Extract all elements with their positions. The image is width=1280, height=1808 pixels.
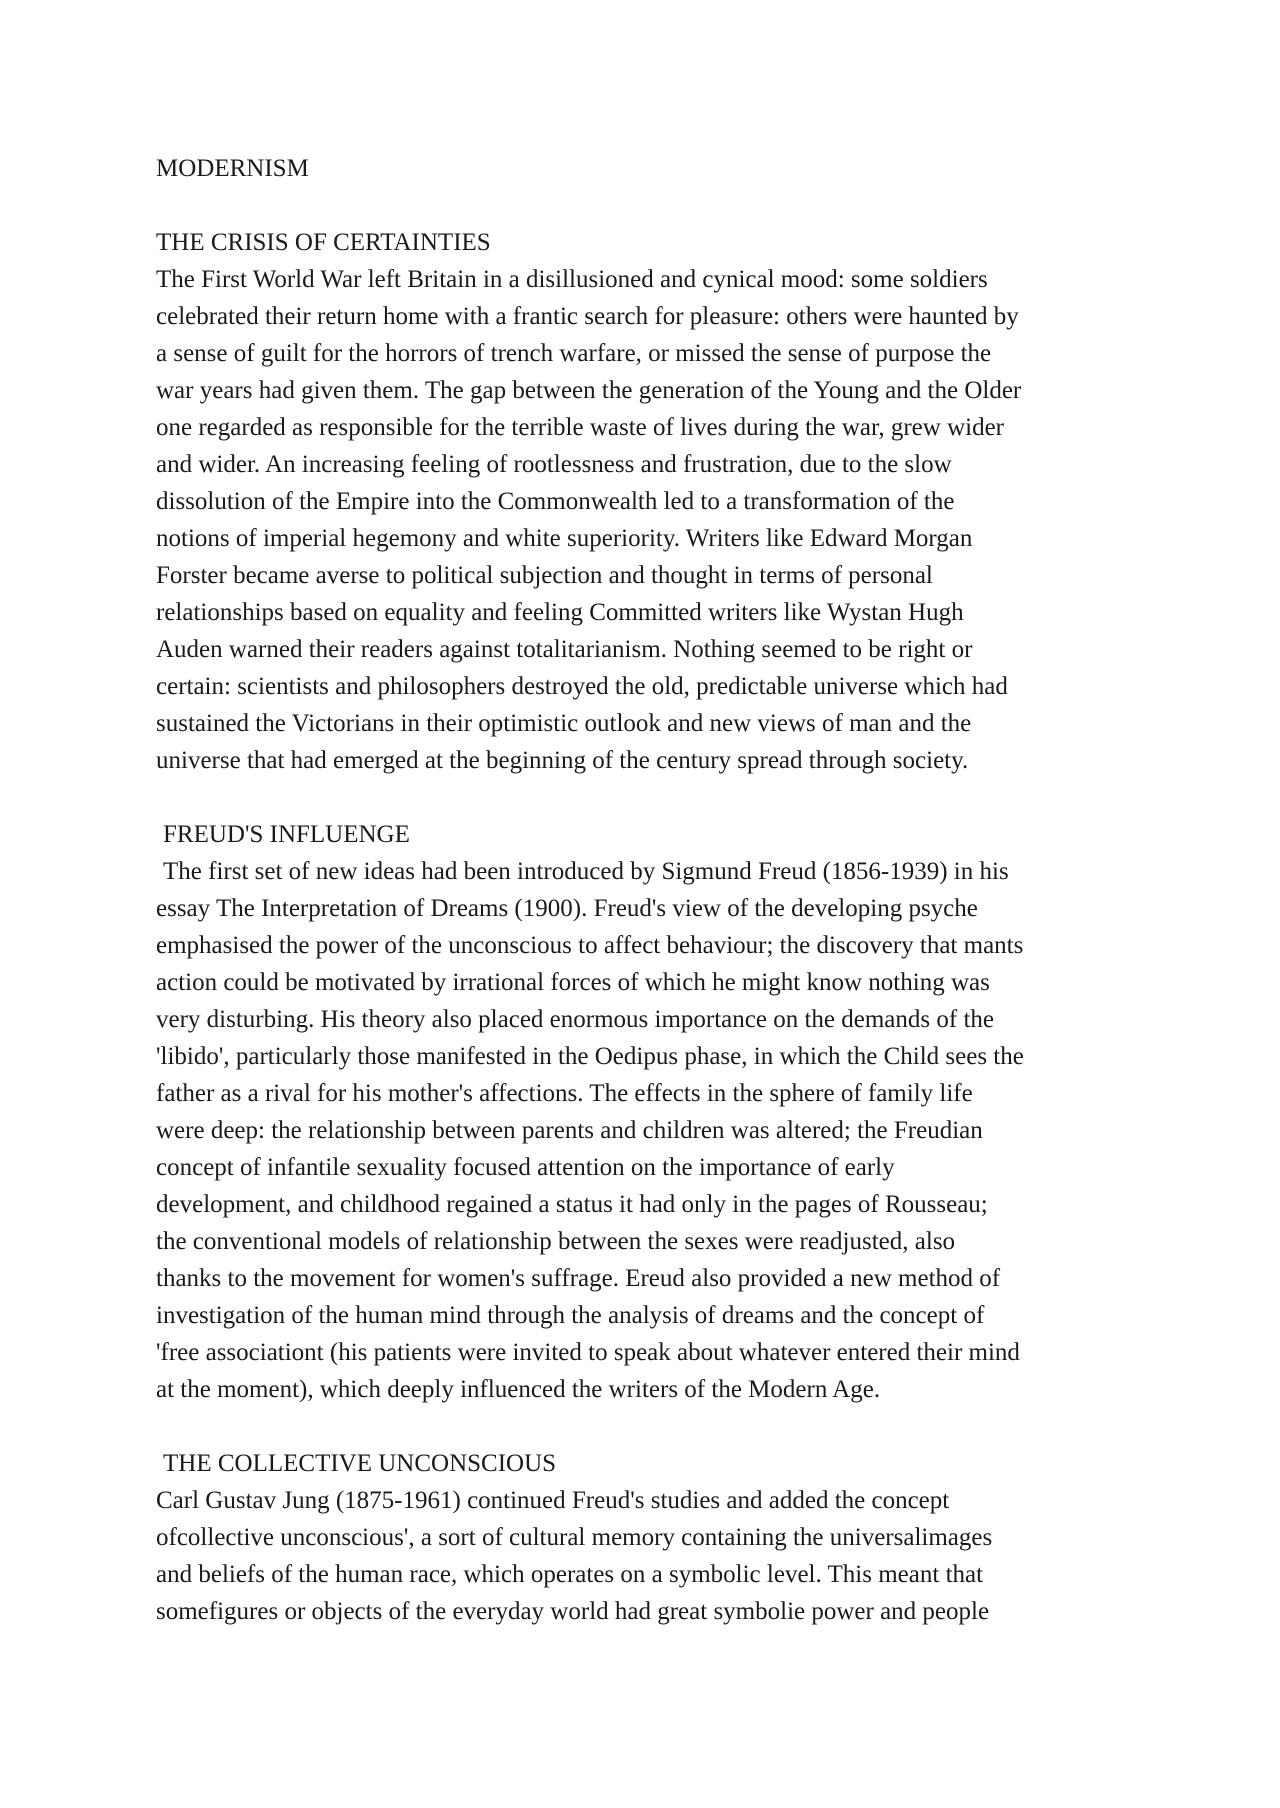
section-freuds-influence [156,816,1156,1408]
section-heading: THE COLLECTIVE UNCONSCIOUS [163,1450,557,1477]
paragraph-line: Auden warned their readers against totalitarianism. Nothing seemed to be right or [156,636,973,663]
spacer [156,187,1156,224]
paragraph-line: war years had given them. The gap between the generation of the Young and the Older [156,377,1022,404]
document-title: MODERNISM [156,155,309,182]
paragraph-line: Carl Gustav Jung (1875-1961) continued Freud's studies and added the concept [156,1487,950,1514]
section-heading: FREUD'S INFLUENGE [163,821,410,848]
paragraph-line: development, and childhood regained a status it had only in the pages of Rousseau; [156,1191,988,1218]
paragraph-line: and wider. An increasing feeling of rootlessness and frustration, due to the slow [156,451,952,478]
paragraph-line: essay The Interpretation of Dreams (1900). Freud's view of the developing psyche [156,895,978,922]
paragraph-line: one regarded as responsible for the terrible waste of lives during the war, grew wider [156,414,1004,441]
section-heading: THE CRISIS OF CERTAINTIES [156,229,491,256]
paragraph-line: and beliefs of the human race, which operates on a symbolic level. This meant that [156,1561,984,1588]
paragraph-line: action could be motivated by irrational forces of which he might know nothing was [156,969,990,996]
paragraph-line: thanks to the movement for women's suffrage. Ereud also provided a new method of [156,1265,1001,1292]
paragraph-line: notions of imperial hegemony and white superiority. Writers like Edward Morgan [156,525,973,552]
paragraph-line: father as a rival for his mother's affections. The effects in the sphere of family life [156,1080,973,1107]
section-crisis-of-certainties [156,224,1156,779]
paragraph-line: certain: scientists and philosophers destroyed the old, predictable universe which had [156,673,1008,700]
paragraph-line: celebrated their return home with a frantic search for pleasure: others were haunted by [156,303,1019,330]
paragraph-line: 'libido', particularly those manifested in the Oedipus phase, in which the Child sees the [156,1043,1024,1070]
paragraph-line: The first set of new ideas had been introduced by Sigmund Freud (1856-1939) in his [163,858,1009,885]
document-page [156,150,1156,1630]
paragraph-line: a sense of guilt for the horrors of trench warfare, or missed the sense of purpose the [156,340,992,367]
paragraph-line: The First World War left Britain in a disillusioned and cynical mood: some soldiers [156,266,988,293]
paragraph-line: Forster became averse to political subjection and thought in terms of personal [156,562,933,589]
paragraph-line: 'free associationt (his patients were invited to speak about whatever entered their mind [156,1339,1020,1366]
paragraph-line: sustained the Victorians in their optimistic outlook and new views of man and the [156,710,972,737]
paragraph-line: concept of infantile sexuality focused attention on the importance of early [156,1154,895,1181]
paragraph-line: universe that had emerged at the beginning of the century spread through society. [156,747,969,774]
paragraph-line: were deep: the relationship between parents and children was altered; the Freudian [156,1117,983,1144]
paragraph-line: relationships based on equality and feeling Committed writers like Wystan Hugh [156,599,964,626]
section-paragraph [156,261,1156,779]
spacer [156,1408,1156,1445]
paragraph-line: ofcollective unconscious', a sort of cultural memory containing the universalimages [156,1524,993,1551]
paragraph-line: the conventional models of relationship between the sexes were readjusted, also [156,1228,956,1255]
paragraph-line: somefigures or objects of the everyday world had great symbolie power and people [156,1598,990,1625]
spacer [156,779,1156,816]
paragraph-line: very disturbing. His theory also placed enormous importance on the demands of the [156,1006,994,1033]
section-collective-unconscious [156,1445,1156,1630]
paragraph-line: investigation of the human mind through the analysis of dreams and the concept of [156,1302,985,1329]
paragraph-line: emphasised the power of the unconscious to affect behaviour; the discovery that mants [156,932,1024,959]
paragraph-line: at the moment), which deeply influenced the writers of the Modern Age. [156,1376,881,1403]
paragraph-line: dissolution of the Empire into the Commonwealth led to a transformation of the [156,488,955,515]
section-paragraph [156,1482,1156,1630]
section-paragraph [156,853,1156,1408]
